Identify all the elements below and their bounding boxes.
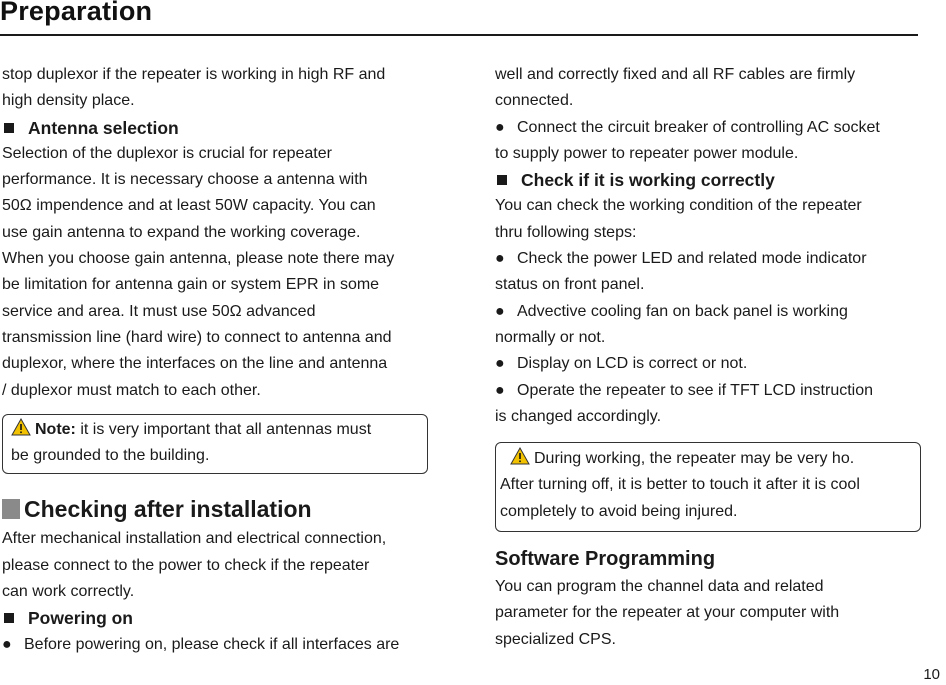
warning-line-3: completely to avoid being injured. (500, 502, 738, 520)
bullet-text: Display on LCD is correct or not. (517, 355, 748, 373)
square-bullet-icon (4, 123, 14, 133)
heading-block-icon (2, 499, 20, 519)
bullet-item (2, 632, 430, 658)
note-label: Note: (35, 420, 76, 438)
right-column (495, 62, 925, 653)
text-line: normally or not. (495, 328, 606, 346)
warning-triangle-icon (11, 418, 31, 436)
bullet-icon: ● (495, 381, 505, 399)
bullet-item (495, 115, 925, 141)
text-line: use gain antenna to expand the working coverage. (2, 223, 361, 241)
text-line: parameter for the repeater at your computer with (495, 604, 840, 622)
note-text: it is very important that all antennas must (75, 420, 372, 438)
text-line: thru following steps: (495, 223, 637, 241)
text-line: status on front panel. (495, 276, 645, 294)
text-line: to supply power to repeater power module. (495, 144, 799, 162)
heading-text: Antenna selection (28, 117, 179, 138)
note-line-2: be grounded to the building. (11, 447, 210, 465)
bullet-text: Advective cooling fan on back panel is working (517, 302, 848, 320)
text-line: service and area. It must use 50Ω advanced (2, 302, 316, 320)
bullet-icon: ● (495, 250, 505, 268)
heading-text: Powering on (28, 608, 133, 629)
text-line: When you choose gain antenna, please note there may (2, 250, 395, 268)
bullet-text: Check the power LED and related mode indicator (517, 250, 867, 268)
note-line-1 (11, 417, 419, 443)
software-programming-heading: Software Programming (495, 548, 716, 571)
note-box (2, 414, 428, 475)
page-title: Preparation (0, 0, 153, 26)
text-line: can work correctly. (2, 583, 135, 601)
bullet-item (495, 351, 925, 377)
left-column (2, 62, 430, 658)
text-line: high density place. (2, 92, 135, 110)
text-line: duplexor, where the interfaces on the line and antenna (2, 355, 388, 373)
text-line: You can program the channel data and related (495, 578, 824, 596)
warning-triangle-icon (510, 447, 530, 465)
text-line: be limitation for antenna gain or system EPR in some (2, 276, 380, 294)
square-bullet-icon (4, 613, 14, 623)
text-line: After mechanical installation and electrical connection, (2, 530, 387, 548)
warning-text: During working, the repeater may be very ho. (534, 450, 855, 468)
text-line: / duplexor must match to each other. (2, 381, 261, 399)
page-number: 10 (923, 666, 940, 683)
bullet-item (495, 299, 925, 325)
bullet-icon: ● (2, 635, 12, 653)
text-line: 50Ω impendence and at least 50W capacity. You can (2, 197, 376, 215)
bullet-item (495, 246, 925, 272)
square-bullet-icon (497, 175, 507, 185)
warning-line-2: After turning off, it is better to touch it after it is cool (500, 476, 860, 494)
text-line: You can check the working condition of the repeater (495, 197, 862, 215)
bullet-item (495, 378, 925, 404)
text-line: well and correctly fixed and all RF cables are firmly (495, 66, 856, 83)
warning-box (495, 442, 921, 532)
warning-line-1 (500, 446, 914, 472)
bullet-text: Operate the repeater to see if TFT LCD instruction (517, 381, 874, 399)
bullet-icon: ● (495, 355, 505, 373)
text-line: performance. It is necessary choose a antenna with (2, 171, 368, 189)
bullet-icon: ● (495, 118, 505, 136)
check-working-heading (495, 167, 925, 193)
bullet-text: Before powering on, please check if all interfaces are (24, 635, 400, 653)
bullet-icon: ● (495, 302, 505, 320)
title-rule (0, 34, 918, 36)
text-line: connected. (495, 92, 574, 110)
text-line: is changed accordingly. (495, 407, 662, 425)
checking-after-installation-heading (2, 496, 430, 526)
text-line: transmission line (hard wire) to connect to antenna and (2, 328, 392, 346)
antenna-selection-heading (2, 115, 430, 141)
powering-on-heading (2, 605, 430, 631)
text-line: please connect to the power to check if the repeater (2, 556, 370, 574)
text-line: Selection of the duplexor is crucial for repeater (2, 144, 332, 162)
bullet-text: Connect the circuit breaker of controlling AC socket (517, 118, 880, 136)
heading-text: Check if it is working correctly (521, 170, 775, 191)
heading-text: Checking after installation (24, 496, 312, 523)
text-line: specialized CPS. (495, 630, 616, 648)
text-line: stop duplexor if the repeater is working in high RF and (2, 66, 386, 83)
